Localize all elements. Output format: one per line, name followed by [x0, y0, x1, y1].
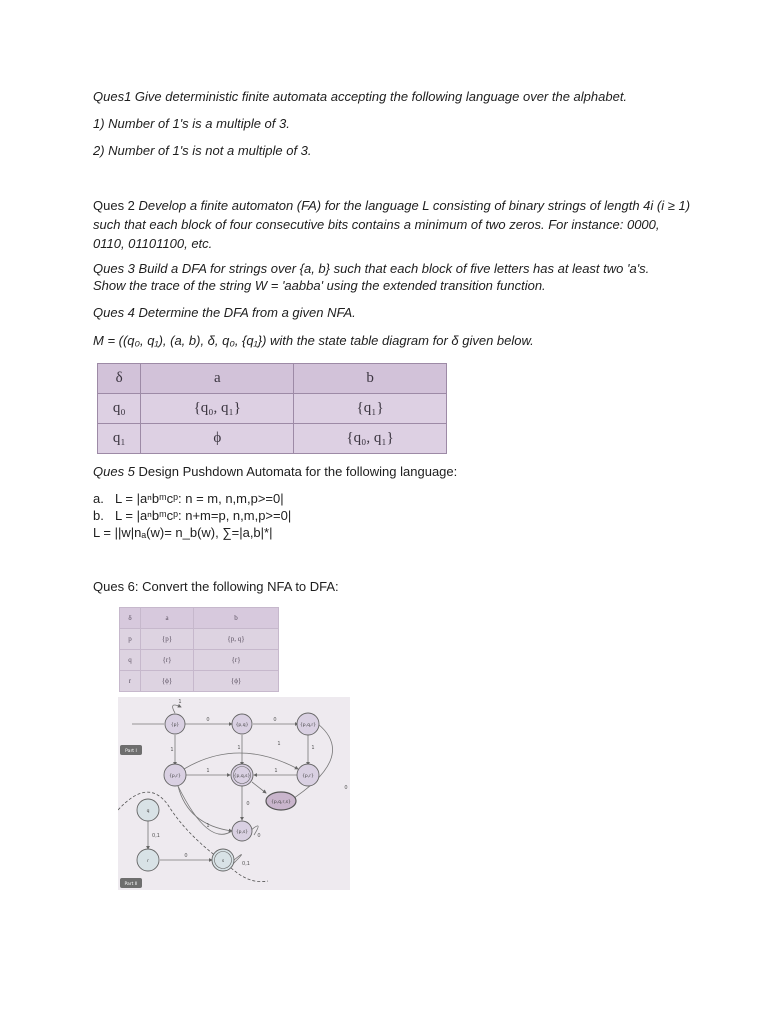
table-cell: {p, q}	[194, 629, 279, 650]
edge-label: 0	[184, 853, 188, 859]
q5-label: Ques 5	[93, 464, 135, 479]
q5-c: L = ||w|nₐ(w)= n_b(w), ∑=|a,b|*|	[93, 525, 273, 540]
list-marker: b.	[93, 508, 104, 523]
table-cell: ϕ	[141, 424, 294, 454]
state-label: {p,r}	[302, 774, 314, 779]
table-cell: {ϕ}	[194, 671, 279, 692]
table-cell: p	[120, 629, 141, 650]
list-item	[93, 490, 291, 507]
table-cell: {q₁}	[294, 394, 447, 424]
edge-label: 1	[237, 745, 241, 751]
table-cell: q₁	[98, 424, 141, 454]
q4-transition-table	[97, 363, 447, 454]
edge-label: 1	[178, 699, 182, 705]
table-cell: {r}	[194, 650, 279, 671]
q1-item-1: 1) Number of 1's is a multiple of 3.	[93, 116, 290, 131]
table-header: δ	[98, 364, 141, 394]
table-header: b	[294, 364, 447, 394]
edge-label: 1	[170, 747, 174, 753]
table-header: a	[140, 608, 193, 629]
table-cell: q	[120, 650, 141, 671]
q2-paragraph	[93, 196, 693, 253]
q6-state-diagram	[118, 697, 350, 890]
table-cell: {q₀, q₁}	[294, 424, 447, 454]
q3-line-1: Ques 3 Build a DFA for strings over {a, b} such that each block of five letters has at least two 'a's.	[93, 261, 650, 276]
state-label: r	[147, 859, 149, 864]
table-header: δ	[120, 608, 141, 629]
edge-label: 0,1	[152, 833, 160, 839]
q1-item-2: 2) Number of 1's is not a multiple of 3.	[93, 143, 312, 158]
q6-title: Ques 6: Convert the following NFA to DFA:	[93, 579, 339, 594]
table-cell: {p}	[140, 629, 193, 650]
q2-text: Develop a finite automaton (FA) for the language L consisting of binary strings of length 4i (i ≥ 1) such that each block of four consecutive bits contains a minimum of two zeros. For instance: 0000, 0110, 01101100, etc.	[93, 198, 691, 251]
list-item	[93, 507, 291, 524]
part-1-label: Part I	[125, 749, 137, 754]
q1-title: Ques1 Give deterministic finite automata accepting the following language over the alphabet.	[93, 89, 628, 104]
edge-label: 0	[273, 717, 277, 723]
q4-line-2: M = ((q₀, q₁), (a, b), δ, q₀, {q₁}) with the state table diagram for δ given below.	[93, 333, 534, 348]
table-cell: {q₀, q₁}	[141, 394, 294, 424]
q5-list	[93, 490, 291, 541]
q5-text: Design Pushdown Automata for the following language:	[134, 464, 458, 479]
q5-a: L = |aⁿbᵐcᵖ: n = m, n,m,p>=0|	[115, 491, 284, 506]
edge-label: 0,1	[242, 861, 250, 867]
table-header: b	[194, 608, 279, 629]
state-label: {p,q,r,s}	[271, 800, 291, 805]
table-cell: r	[120, 671, 141, 692]
edge-label: 1	[277, 741, 281, 747]
state-label: {p,r}	[169, 774, 181, 779]
state-label: {p,q,r}	[299, 723, 317, 728]
edge-label: 0	[206, 717, 210, 723]
q6-transition-table	[119, 607, 279, 692]
state-label: {p,q,s}	[233, 774, 251, 779]
q5-b: L = |aⁿbᵐcᵖ: n+m=p, n,m,p>=0|	[115, 508, 292, 523]
q4-line-1: Ques 4 Determine the DFA from a given NFA.	[93, 305, 356, 320]
table-cell: {ϕ}	[140, 671, 193, 692]
edge-label: 1	[274, 768, 278, 774]
edge-label: 1	[206, 823, 210, 829]
list-item	[93, 524, 291, 541]
part-2-label: Part II	[124, 882, 138, 887]
state-label: {p}	[170, 723, 180, 728]
table-cell: q₀	[98, 394, 141, 424]
state-label: s	[221, 859, 225, 864]
q3-line-2: Show the trace of the string W = 'aabba' using the extended transition function.	[93, 278, 546, 293]
state-label: {p,q}	[235, 723, 249, 728]
table-header: a	[141, 364, 294, 394]
edge-label: 0	[257, 833, 261, 839]
edge-label: 0	[344, 785, 348, 791]
edge-label: 1	[206, 768, 210, 774]
edge-label: 1	[311, 745, 315, 751]
list-marker: a.	[93, 491, 104, 506]
table-cell: {r}	[140, 650, 193, 671]
q5-title	[93, 463, 457, 480]
state-label: q	[146, 809, 150, 814]
state-label: {p,s}	[235, 830, 249, 835]
edge-label: 0	[246, 801, 250, 807]
q2-label: Ques 2	[93, 198, 135, 213]
